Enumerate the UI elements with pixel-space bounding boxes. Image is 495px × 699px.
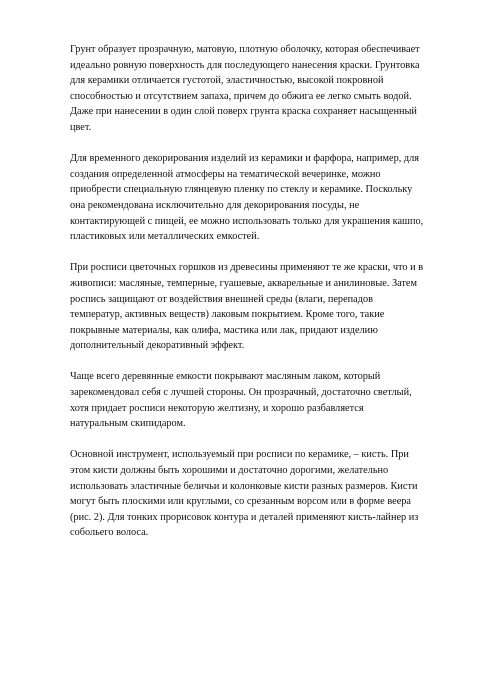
text-line: она рекомендована исключительно для декорирования посуды, не xyxy=(70,199,360,211)
text-line: создания определенной атмосферы на тематической вечеринке, можно xyxy=(70,168,381,180)
text-line: могут быть плоскими или круглыми, со срезанным ворсом или в форме веера xyxy=(70,496,411,508)
text-line: зарекомендовал себя с лучшей стороны. Он прозрачный, достаточно светлый, xyxy=(70,387,412,399)
text-line: Грунт образует прозрачную, матовую, плотную оболочку, которая обеспечивает xyxy=(70,44,420,55)
text-line: контактирующей с пищей, ее можно использовать только для украшения кашпо, xyxy=(70,215,424,227)
paragraph-brushes xyxy=(70,447,442,541)
text-line: этом кисти должны быть хорошими и достаточно дорогими, желательно xyxy=(70,465,389,477)
text-line: способностью и отсутствием запаха, причем до обжига ее легко смыть водой. xyxy=(70,90,412,102)
text-line: покрывные материалы, как олифа, мастика или лак, придают изделию xyxy=(70,324,378,336)
text-line: хотя придает росписи некоторую желтизну, и хорошо разбавляется xyxy=(70,402,364,414)
text-line: При росписи цветочных горшков из древесины применяют те же краски, что и в xyxy=(70,262,424,274)
text-line: идеально ровную поверхность для последующего нанесения краски. Грунтовка xyxy=(70,59,420,71)
document-page xyxy=(70,42,442,557)
text-line: температур, активных веществ) лаковым покрытием. Кроме того, такие xyxy=(70,309,385,321)
text-line: использовать эластичные беличьи и колонковые кисти разных размеров. Кисти xyxy=(70,480,418,492)
text-line: дополнительный декоративный эффект. xyxy=(70,340,245,352)
paragraph-oil-varnish xyxy=(70,369,442,431)
text-line: Даже при нанесении в один слой поверх грунта краска сохраняет насыщенный xyxy=(70,106,417,118)
text-line: пластиковых или металлических емкостей. xyxy=(70,231,260,243)
text-line: роспись защищают от воздействия внешней среды (влаги, перепадов xyxy=(70,293,373,305)
text-line: цвет. xyxy=(70,121,92,133)
text-line: натуральным скипидаром. xyxy=(70,418,186,430)
text-line: приобрести специальную глянцевую пленку по стеклу и керамике. Поскольку xyxy=(70,184,413,196)
text-line: (рис. 2). Для тонких прорисовок контура и деталей применяют кисть-лайнер из xyxy=(70,511,419,523)
text-line: Основной инструмент, используемый при росписи по керамике, – кисть. При xyxy=(70,449,409,461)
text-line: живописи: масляные, темперные, гуашевые, акварельные и анилиновые. Затем xyxy=(70,277,418,289)
text-line: собольего волоса. xyxy=(70,527,149,539)
paragraph-wood-painting xyxy=(70,260,442,354)
text-line: Для временного декорирования изделий из керамики и фарфора, например, для xyxy=(70,153,420,165)
text-line: для керамики отличается густотой, эластичностью, высокой покровной xyxy=(70,75,384,87)
paragraph-primer xyxy=(70,42,442,136)
paragraph-glossy-film xyxy=(70,151,442,245)
text-line: Чаще всего деревянные емкости покрывают масляным лаком, который xyxy=(70,371,381,383)
